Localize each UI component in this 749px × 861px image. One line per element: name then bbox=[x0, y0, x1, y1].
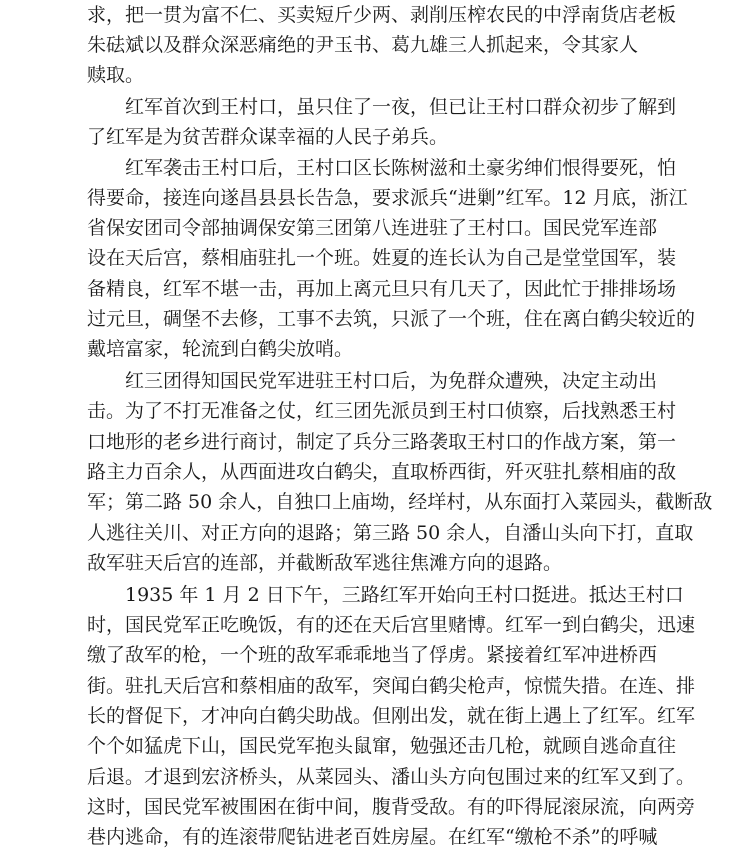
text-line: 设在天后宫，蔡相庙驻扎一个班。姓夏的连长认为自己是堂堂国军，装 bbox=[87, 247, 677, 269]
text-line: 这时，国民党军被围困在街中间，腹背受敌。有的吓得屁滚尿流，向两旁 bbox=[87, 796, 696, 818]
text-line: 军；第二路 50 余人，自独口上庙坳，经垟村，从东面打入菜园头，截断敌 bbox=[87, 491, 713, 513]
text-line: 备精良，红军不堪一击，再加上离元旦只有几天了，因此忙于排排场场 bbox=[87, 278, 677, 300]
text-line: 人逃往关川、对正方向的退路；第三路 50 余人，自潘山头向下打，直取 bbox=[87, 522, 694, 544]
text-line: 个个如猛虎下山，国民党军抱头鼠窜，勉强还击几枪，就顾自逃命直往 bbox=[87, 735, 677, 757]
text-line: 戴培富家，轮流到白鹤尖放哨。 bbox=[87, 338, 354, 360]
text-line: 过元旦，碉堡不去修，工事不去筑，只派了一个班，住在离白鹤尖较近的 bbox=[87, 308, 696, 330]
text-line: 击。为了不打无准备之仗，红三团先派员到王村口侦察，后找熟悉王村 bbox=[87, 400, 677, 422]
text-line: 路主力百余人，从西面进攻白鹤尖，直取桥西街，歼灭驻扎蔡相庙的敌 bbox=[87, 461, 677, 483]
text-line: 红三团得知国民党军进驻王村口后，为免群众遭殃，决定主动出 bbox=[125, 370, 658, 392]
text-line: 求，把一贯为富不仁、买卖短斤少两、剥削压榨农民的中浮南货店老板 bbox=[87, 4, 677, 26]
text-line: 巷内逃命，有的连滚带爬钻进老百姓房屋。在红军“缴枪不杀”的呼喊 bbox=[87, 826, 658, 848]
text-line: 后退。才退到宏济桥头，从菜园头、潘山头方向包围过来的红军又到了。 bbox=[87, 766, 696, 788]
text-line: 了红军是为贫苦群众谋幸福的人民子弟兵。 bbox=[87, 126, 449, 148]
text-line: 1935 年 1 月 2 日下午，三路红军开始向王村口挺进。抵达王村口 bbox=[125, 584, 684, 606]
text-line: 省保安团司令部抽调保安第三团第八连进驻了王村口。国民党军连部 bbox=[87, 217, 658, 239]
text-line: 时，国民党军正吃晚饭，有的还在天后宫里赌博。红军一到白鹤尖，迅速 bbox=[87, 614, 696, 636]
text-line: 红军袭击王村口后，王村口区长陈树滋和土豪劣绅们恨得要死，怕 bbox=[125, 157, 677, 179]
text-line: 缴了敌军的枪，一个班的敌军乖乖地当了俘虏。紧接着红军冲进桥西 bbox=[87, 644, 658, 666]
text-line: 赎取。 bbox=[87, 64, 145, 86]
text-line: 口地形的老乡进行商讨，制定了兵分三路袭取王村口的作战方案，第一 bbox=[87, 431, 677, 453]
text-line: 敌军驻天后宫的连部，并截断敌军逃往焦滩方向的退路。 bbox=[87, 552, 563, 574]
text-line: 红军首次到王村口，虽只住了一夜，但已让王村口群众初步了解到 bbox=[125, 96, 677, 118]
text-line: 长的督促下，才冲向白鹤尖助战。但刚出发，就在街上遇上了红军。红军 bbox=[87, 705, 696, 727]
text-line: 得要命，接连向遂昌县县长告急，要求派兵“进剿”红军。12 月底，浙江 bbox=[87, 187, 688, 209]
text-line: 朱砝斌以及群众深恶痛绝的尹玉书、葛九雄三人抓起来，令其家人 bbox=[87, 34, 639, 56]
text-line: 街。驻扎天后宫和蔡相庙的敌军，突闻白鹤尖枪声，惊慌失措。在连、排 bbox=[87, 675, 696, 697]
